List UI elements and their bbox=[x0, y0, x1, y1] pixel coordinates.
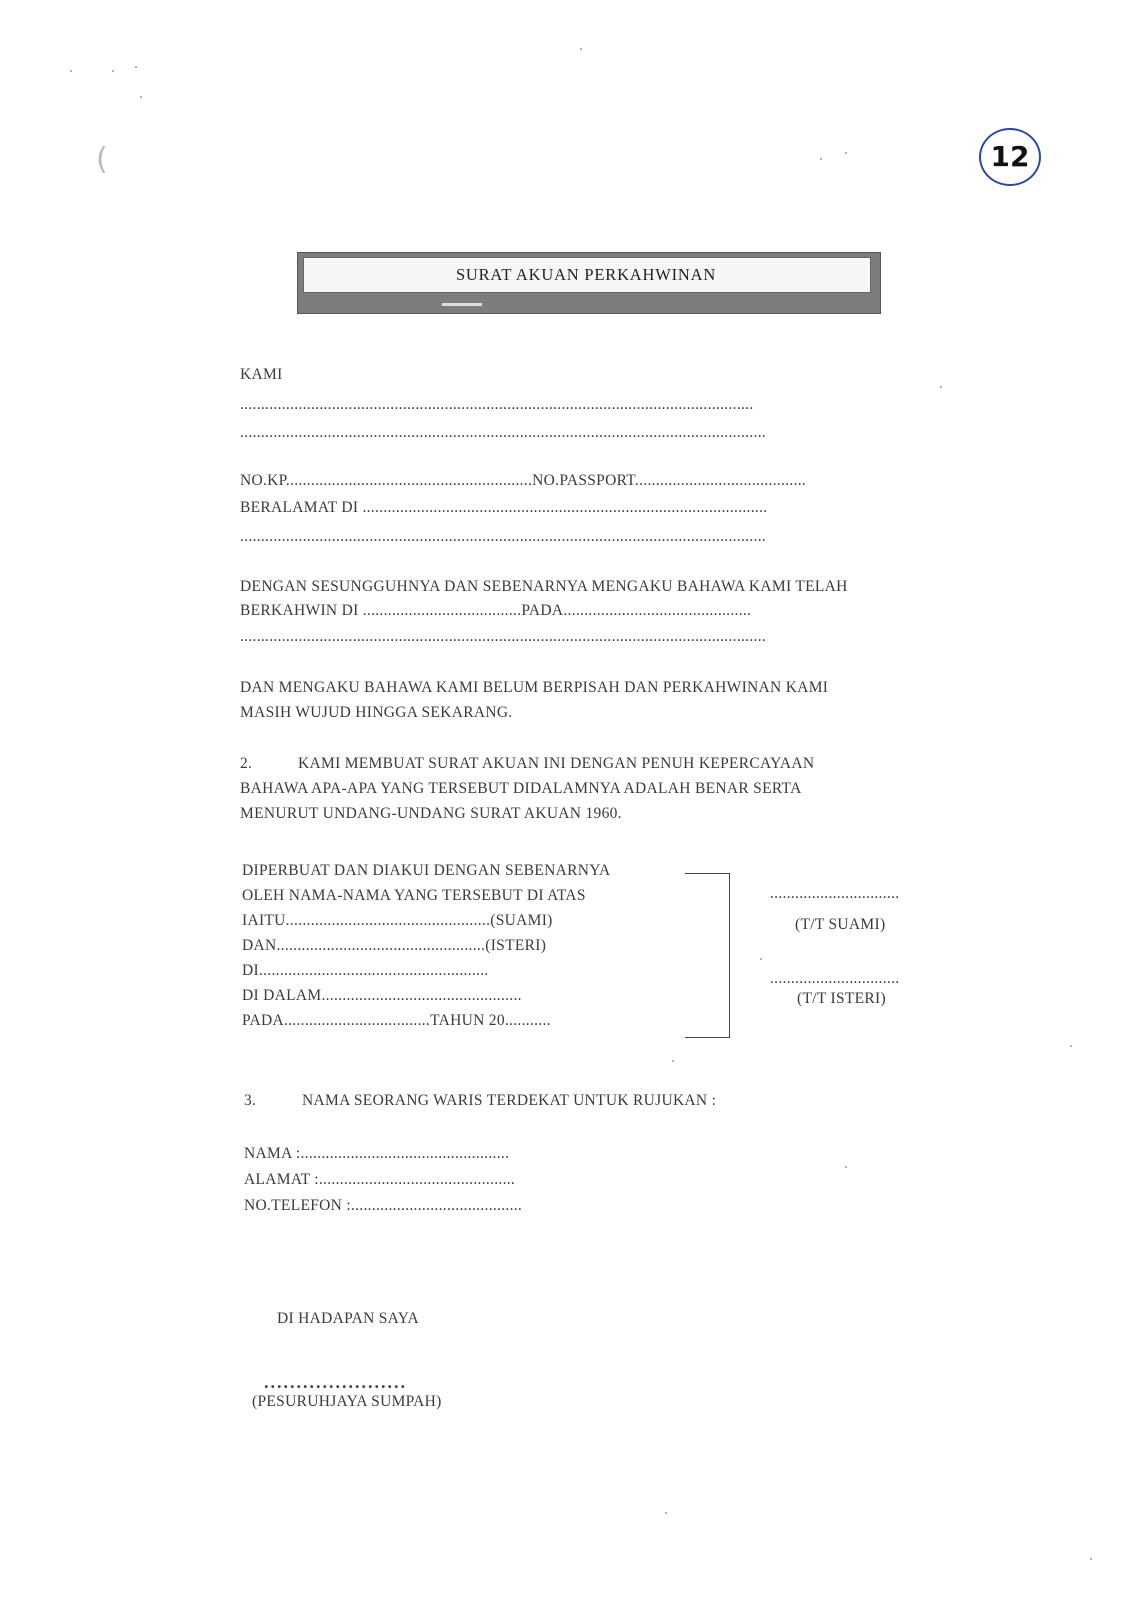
suami-signature-line: ............................... bbox=[770, 885, 900, 902]
document-title: SURAT AKUAN PERKAHWINAN bbox=[455, 265, 717, 284]
pada-tahun-field: PADA...................................TAHUN 20........... bbox=[242, 1012, 551, 1029]
scan-speck bbox=[140, 96, 142, 98]
isteri-signature-line: ............................... bbox=[770, 970, 900, 987]
scan-speck bbox=[760, 958, 762, 960]
declaration-line1: DIPERBUAT DAN DIAKUI DENGAN SEBENARNYA bbox=[242, 862, 611, 879]
section3-heading: NAMA SEORANG WARIS TERDEKAT UNTUK RUJUKAN : bbox=[302, 1092, 717, 1109]
scan-speck bbox=[672, 1060, 674, 1062]
waris-telefon-field: NO.TELEFON :......................................... bbox=[244, 1197, 523, 1214]
beralamat-field: BERALAMAT DI ................................................................................................. bbox=[240, 499, 768, 516]
page-number-badge bbox=[979, 128, 1041, 186]
scan-speck bbox=[1090, 1558, 1092, 1560]
didalam-field: DI DALAM................................................ bbox=[242, 987, 522, 1004]
para2-line1: DAN MENGAKU BAHAWA KAMI BELUM BERPISAH DAN PERKAHWINAN KAMI bbox=[240, 679, 829, 696]
nokp-passport-field: NO.KP...........................................................NO.PASSPORT......................................... bbox=[240, 472, 807, 489]
declaration-bracket bbox=[685, 873, 730, 1038]
banner-ornament bbox=[442, 303, 482, 306]
scan-speck bbox=[1070, 1045, 1072, 1047]
kami-blank-line-1: ........................................................................................................................... bbox=[240, 396, 754, 413]
section2-line2: BAHAWA APA-APA YANG TERSEBUT DIDALAMNYA ADALAH BENAR SERTA bbox=[240, 780, 802, 797]
marriage-blank-line: .............................................................................................................................. bbox=[240, 628, 767, 645]
page-number: 12 bbox=[990, 140, 1030, 173]
scan-speck bbox=[112, 70, 114, 72]
scan-speck bbox=[940, 386, 942, 388]
isteri-signature-label: (T/T ISTERI) bbox=[797, 990, 886, 1007]
section2-line3: MENURUT UNDANG-UNDANG SURAT AKUAN 1960. bbox=[240, 805, 622, 822]
pesuruhjaya-label: (PESURUHJAYA SUMPAH) bbox=[252, 1393, 442, 1410]
scan-speck bbox=[845, 152, 847, 154]
section2-line1: KAMI MEMBUAT SURAT AKUAN INI DENGAN PENUH KEPERCAYAAN bbox=[298, 755, 815, 772]
kami-blank-line-2: .............................................................................................................................. bbox=[240, 424, 767, 441]
scan-speck bbox=[70, 70, 72, 72]
para1-line2: BERKAHWIN DI ......................................PADA............................................. bbox=[240, 602, 752, 619]
waris-alamat-field: ALAMAT :............................................... bbox=[244, 1171, 516, 1188]
section3-number: 3. bbox=[244, 1092, 257, 1109]
scan-speck bbox=[135, 66, 137, 68]
suami-signature-label: (T/T SUAMI) bbox=[795, 916, 886, 933]
dan-isteri-field: DAN..................................................(ISTERI) bbox=[242, 937, 547, 954]
commissioner-signature-line: ...................... bbox=[264, 1372, 407, 1392]
section2-number: 2. bbox=[240, 755, 253, 772]
scan-speck bbox=[665, 1512, 667, 1514]
dihadapan-saya: DI HADAPAN SAYA bbox=[277, 1310, 420, 1327]
di-field: DI....................................................... bbox=[242, 962, 489, 979]
waris-nama-field: NAMA :.................................................. bbox=[244, 1145, 510, 1162]
scan-speck bbox=[820, 158, 822, 160]
declaration-line2: OLEH NAMA-NAMA YANG TERSEBUT DI ATAS bbox=[242, 887, 586, 904]
para1-line1: DENGAN SESUNGGUHNYA DAN SEBENARNYA MENGAKU BAHAWA KAMI TELAH bbox=[240, 578, 848, 595]
kami-label: KAMI bbox=[240, 366, 283, 383]
iaitu-suami-field: IAITU.................................................(SUAMI) bbox=[242, 912, 553, 929]
address-blank-line: .............................................................................................................................. bbox=[240, 528, 767, 545]
para2-line2: MASIH WUJUD HINGGA SEKARANG. bbox=[240, 704, 513, 721]
scan-speck bbox=[845, 1166, 847, 1168]
margin-mark: ( bbox=[96, 142, 108, 177]
scan-speck bbox=[580, 48, 582, 50]
